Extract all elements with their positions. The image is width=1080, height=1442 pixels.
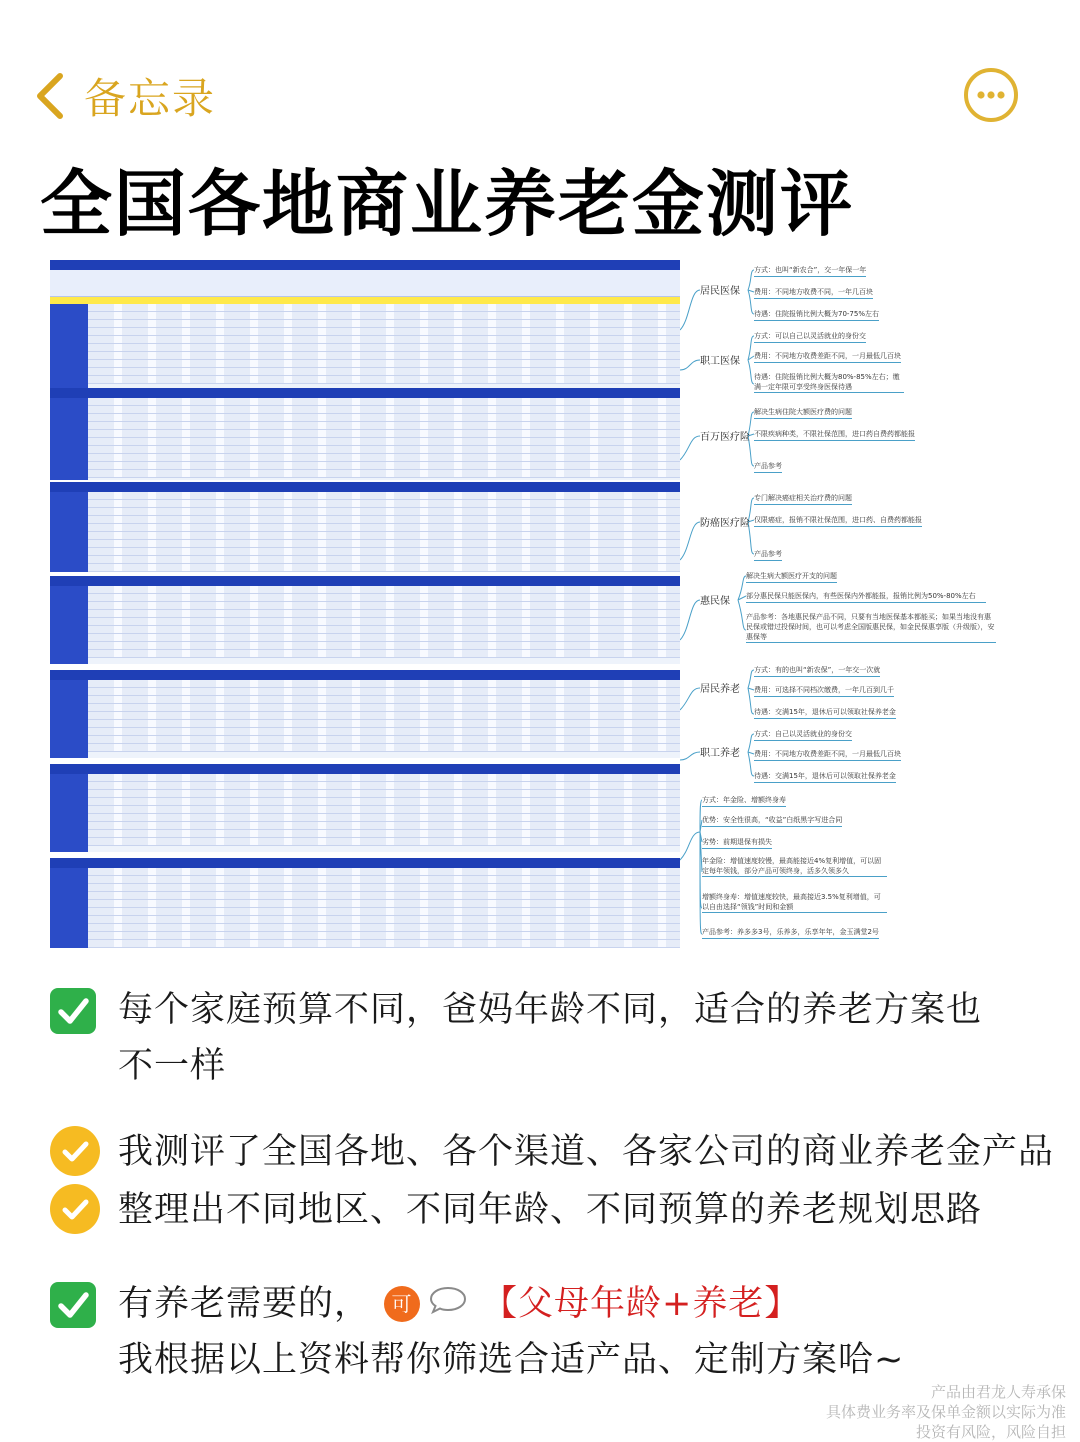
mm-node-6: 居民养老: [700, 684, 740, 695]
mm-leaf: 不限疾病种类，不限社保范围，进口药自费药都能报: [754, 428, 915, 441]
bullet-4-line-1: [118, 1276, 904, 1332]
more-dots-icon: [968, 72, 1014, 118]
mm-leaf: 产品参考：养多多3号，乐养多，乐享年年，金玉满堂2号: [702, 926, 879, 939]
check-circle-icon: [50, 1126, 100, 1176]
mm-leaf: 解决生病大额医疗开支的问题: [746, 570, 837, 583]
bullet-2: [50, 1124, 1060, 1180]
mm-leaf: 方式：也叫“新农合”，交一年保一年: [754, 264, 866, 277]
mm-leaf: 增额终身寿：增值速度较快，最高接近3.5%复利增值，可以自由选择“领钱”时间和金额: [702, 892, 887, 913]
mm-leaf: 待遇：交满15年，退休后可以领取社保养老金: [754, 770, 896, 783]
mm-leaf: 劣势：前期退保有损失: [702, 836, 772, 849]
mm-leaf: 费用：不同地方收费不同，一年几百块: [754, 286, 873, 299]
mm-leaf: 优势：安全性很高，“收益”白纸黑字写进合同: [702, 814, 842, 827]
spreadsheet-image: [50, 260, 680, 950]
mm-leaf: 待遇：住院报销比例大概为70-75%左右: [754, 308, 879, 321]
mm-leaf: 专门解决癌症相关治疗费的问题: [754, 492, 852, 505]
check-mark-icon: [50, 988, 96, 1034]
table-block-3: [50, 482, 680, 572]
bullet-4: [50, 1276, 1060, 1388]
mm-leaf: 方式：可以自己以灵活就业的身份交: [754, 330, 866, 343]
mm-node-7: 职工养老: [700, 748, 740, 759]
mm-node-1: 居民医保: [700, 286, 740, 297]
table-block-2: [50, 388, 680, 480]
bullet-1-line-1: 每个家庭预算不同，爸妈年龄不同，适合的养老方案也: [118, 990, 983, 1030]
mm-leaf: 年金险：增值速度较慢，最高能接近4%复利增值，可以固定每年领钱，部分产品可领终身，活多久领多久: [702, 856, 887, 877]
bullet-4-highlight: 【父母年龄+养老】: [482, 1284, 801, 1324]
bullet-2-text: 我测评了全国各地、各个渠道、各家公司的商业养老金产品: [118, 1132, 1055, 1172]
table-block-5: [50, 670, 680, 758]
mm-leaf: 产品参考：各地惠民保产品不同，只要有当地医保基本都能买；如果当地没有惠民保或错过投保时间，也可以考虑全国版惠民保，如金民保惠享版（升级版），安惠保等: [746, 613, 995, 641]
mm-node-2: 职工医保: [700, 356, 740, 367]
chevron-left-icon[interactable]: [32, 72, 68, 120]
mm-leaf: 费用：可选择不同档次缴费，一年几百到几千: [754, 684, 894, 697]
ke-badge-icon: 可: [384, 1286, 420, 1322]
footer-line-1: 产品由君龙人寿承保: [930, 1383, 1066, 1401]
table-block-4: [50, 576, 680, 664]
chat-bubble-icon: [428, 1285, 468, 1315]
nav-bar: [0, 60, 1080, 132]
more-options-button[interactable]: [964, 68, 1018, 122]
mm-leaf: 产品参考: [754, 460, 782, 473]
table-block-7: [50, 858, 680, 948]
check-circle-icon: [50, 1184, 100, 1234]
footer-disclaimer: [726, 1382, 1066, 1442]
mm-leaf: 费用：不同地方收费差距不同，一月最低几百块: [754, 748, 901, 761]
mm-node-4: 防癌医疗险: [700, 518, 750, 529]
bullet-4-prefix: 有养老需要的，: [118, 1284, 371, 1324]
mm-leaf: 待遇：交满15年，退休后可以领取社保养老金: [754, 706, 896, 719]
table-block-6: [50, 764, 680, 852]
page-title: 全国各地商业养老金测评: [40, 162, 855, 246]
back-button[interactable]: 备忘录: [84, 74, 217, 123]
mm-leaf: 方式：有的也叫“新农保”，一年交一次就: [754, 664, 880, 677]
mm-leaf: 费用：不同地方收费差距不同，一月最低几百块: [754, 350, 901, 363]
bullet-1: [50, 982, 1060, 1094]
bullet-3: [50, 1182, 1060, 1238]
bullet-1-line-2: 不一样: [118, 1046, 227, 1086]
mindmap-image: [680, 260, 1000, 950]
mm-node-3: 百万医疗险: [700, 432, 750, 443]
footer-line-3: 投资有风险，风险自担: [915, 1423, 1066, 1441]
mm-leaf: 解决生病住院大额医疗费的问题: [754, 406, 852, 419]
mm-leaf: 仅限癌症，报销不限社保范围，进口药、自费药都能报: [754, 514, 922, 527]
bullet-4-line-2: 我根据以上资料帮你筛选合适产品、定制方案哈~: [118, 1340, 905, 1380]
mm-leaf: 方式：年金险、增额终身寿: [702, 794, 786, 807]
mm-leaf: 待遇：住院报销比例大概为80%-85%左右；缴满一定年限可享受终身医保待遇: [754, 372, 904, 393]
mm-leaf: 部分惠民保只能医保内，有些医保内外都能报，报销比例为50%-80%左右: [746, 590, 986, 603]
table-block-1: [50, 260, 680, 388]
check-mark-icon: [50, 1282, 96, 1328]
mm-node-5: 惠民保: [700, 596, 730, 607]
footer-line-2: 具体费业务率及保单金额以实际为准: [825, 1403, 1066, 1421]
mm-leaf: 方式：自己以灵活就业的身份交: [754, 728, 852, 741]
bullet-3-text: 整理出不同地区、不同年龄、不同预算的养老规划思路: [118, 1190, 983, 1230]
mm-leaf: 产品参考: [754, 548, 782, 561]
